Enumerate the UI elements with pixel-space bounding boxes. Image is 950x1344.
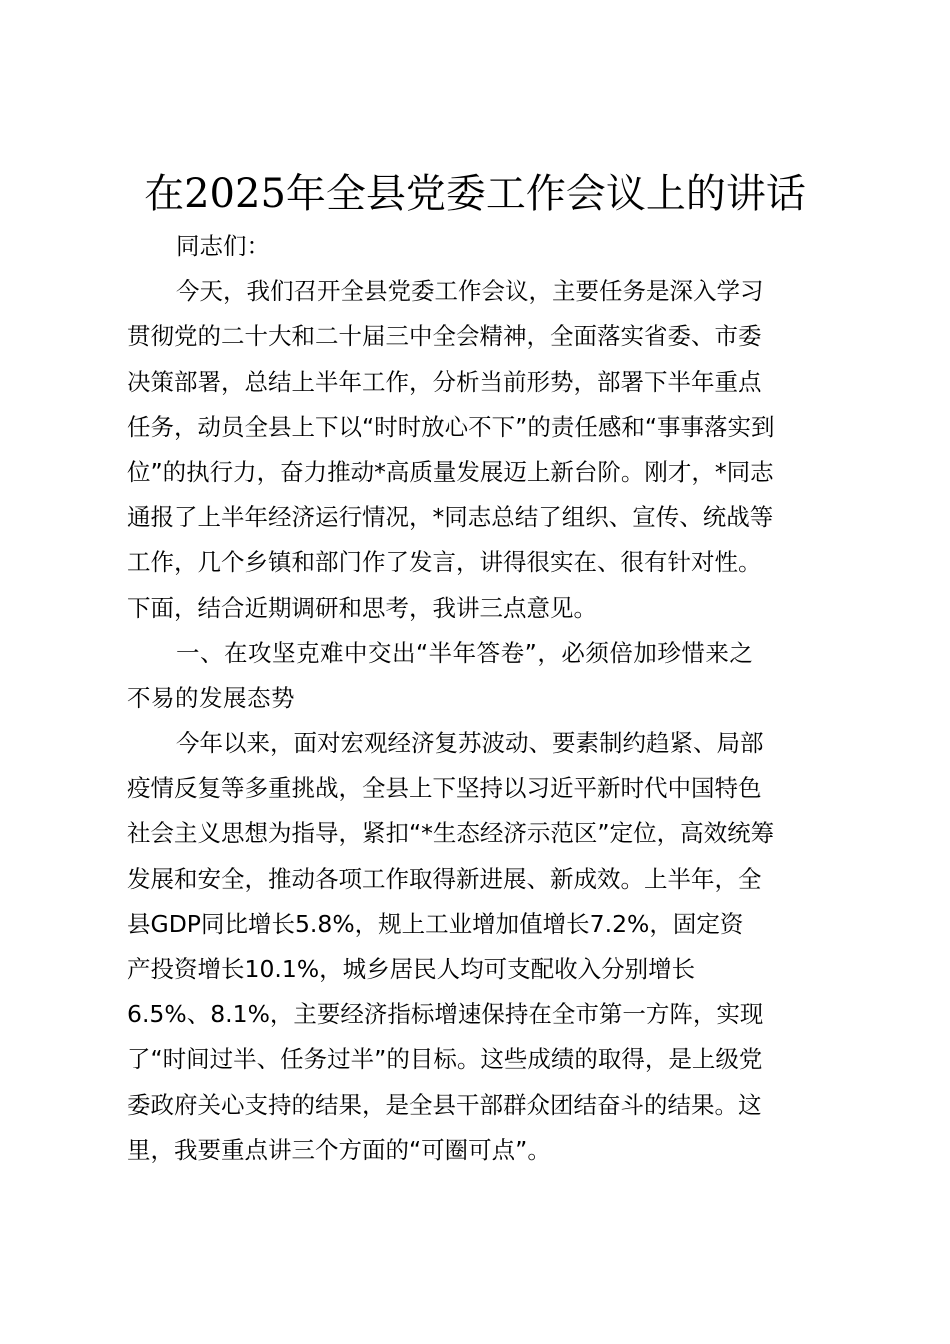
paragraph-line: 疫情反复等多重挑战，全县上下坚持以习近平新时代中国特色	[127, 774, 762, 803]
paragraph-line: 委政府关心支持的结果，是全县干部群众团结奋斗的结果。这	[127, 1090, 762, 1119]
section-heading-line: 不易的发展态势	[127, 683, 295, 712]
paragraph-line: 决策部署，总结上半年工作，分析当前形势，部署下半年重点	[127, 367, 762, 396]
document-body	[127, 224, 833, 1173]
paragraph-line: 位”的执行力，奋力推动*高质量发展迈上新台阶。刚才，*同志	[127, 457, 774, 486]
paragraph-line: 社会主义思想为指导，紧扣“*生态经济示范区”定位，高效统筹	[127, 819, 775, 848]
paragraph-line: 县GDP同比增长5.8%，规上工业增加值增长7.2%，固定资	[127, 909, 744, 938]
document-title: 在2025年全县党委工作会议上的讲话	[144, 171, 806, 217]
paragraph-line: 贯彻党的二十大和二十届三中全会精神，全面落实省委、市委	[127, 322, 762, 351]
paragraph-line: 发展和安全，推动各项工作取得新进展、新成效。上半年，全	[127, 864, 762, 893]
paragraph-line: 6.5%、8.1%，主要经济指标增速保持在全市第一方阵，实现	[127, 1000, 764, 1029]
paragraph-line: 里，我要重点讲三个方面的“可圈可点”。	[127, 1135, 551, 1164]
paragraph-line: 今年以来，面对宏观经济复苏波动、要素制约趋紧、局部	[176, 729, 764, 758]
paragraph-line: 任务，动员全县上下以“时时放心不下”的责任感和“事事落实到	[127, 412, 775, 441]
paragraph-line: 产投资增长10.1%，城乡居民人均可支配收入分别增长	[127, 955, 696, 983]
section-heading-line: 一、在攻坚克难中交出“半年答卷”，必须倍加珍惜来之	[176, 638, 754, 667]
paragraph-line: 通报了上半年经济运行情况，*同志总结了组织、宣传、统战等	[127, 503, 774, 532]
paragraph-line: 今天，我们召开全县党委工作会议，主要任务是深入学习	[176, 277, 764, 306]
paragraph-line: 了“时间过半、任务过半”的目标。这些成绩的取得，是上级党	[127, 1045, 763, 1074]
paragraph-line: 工作，几个乡镇和部门作了发言，讲得很实在、很有针对性。	[127, 548, 762, 577]
paragraph-line: 下面，结合近期调研和思考，我讲三点意见。	[127, 593, 597, 622]
paragraph-line: 同志们：	[176, 232, 270, 260]
